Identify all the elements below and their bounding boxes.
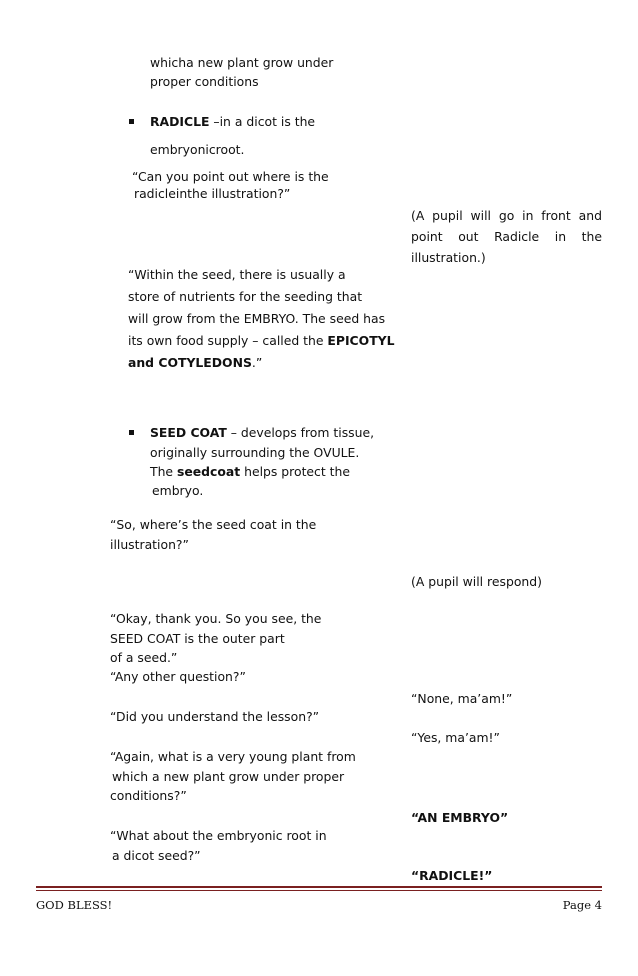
bullet-seed-coat [129, 430, 134, 435]
seed-coat-definition-line-1 [150, 425, 374, 441]
word: pupil [432, 208, 463, 223]
answer-none: “None, ma’am!” [411, 691, 513, 706]
word: front [541, 208, 571, 223]
understand-question: “Did you understand the lesson?” [110, 709, 320, 724]
nutrients-line-2: store of nutrients for the seeding that [128, 289, 363, 304]
pupil-front-line-1 [411, 205, 602, 226]
word: and [578, 208, 602, 223]
seed-coat-definition-line-4: embryo. [152, 483, 204, 498]
answer-embryo: “AN EMBRYO” [411, 810, 509, 825]
seedcoat-term: seedcoat [176, 464, 241, 479]
root-question-line-2: a dicot seed?” [112, 848, 201, 863]
seed-coat-definition-line-2: originally surrounding the OVULE. [150, 445, 360, 460]
any-other-question: “Any other question?” [110, 669, 246, 684]
footer-rule-thick [36, 886, 602, 888]
radicle-definition-line-2: embryonicroot. [150, 142, 245, 157]
nutrients-line-5 [128, 355, 262, 371]
word: (A [411, 208, 425, 223]
word: will [470, 208, 491, 223]
seed-coat-term: SEED COAT [150, 425, 227, 440]
okay-line-1: “Okay, thank you. So you see, the [110, 611, 322, 626]
nutrients-line-4 [128, 333, 395, 349]
nutrients-line-1: “Within the seed, there is usually a [128, 267, 346, 282]
cotyledons-term: and COTYLEDONS [128, 355, 252, 370]
pupil-respond: (A pupil will respond) [411, 574, 542, 589]
again-line-1: “Again, what is a very young plant from [110, 749, 356, 764]
radicle-definition-line-1 [150, 114, 315, 130]
radicle-term: RADICLE [150, 114, 210, 129]
footer-left-text: GOD BLESS! [36, 898, 113, 912]
answer-radicle: “RADICLE!” [411, 868, 493, 883]
pupil-front-line-3: illustration.) [411, 250, 486, 265]
again-line-3: conditions?” [110, 788, 187, 803]
word: in [522, 208, 534, 223]
nutrients-line-3: will grow from the EMBRYO. The seed has [128, 311, 386, 326]
word: in [554, 229, 567, 244]
word: go [498, 208, 515, 223]
seed-coat-question-line-1: “So, where’s the seed coat in the [110, 517, 317, 532]
word: point [411, 229, 443, 244]
okay-line-3: of a seed.” [110, 650, 178, 665]
radicle-question-line-2: radicleinthe illustration?” [134, 186, 291, 201]
seed-coat-text-c: helps protect the [240, 464, 350, 479]
bullet-radicle [129, 119, 134, 124]
word: Radicle [494, 229, 540, 244]
pupil-front-line-2 [411, 226, 602, 247]
nutrients-closing-quote: .” [251, 355, 263, 370]
radicle-definition-text: –in a dicot is the [209, 114, 316, 129]
okay-line-2: SEED COAT is the outer part [110, 631, 285, 646]
seed-coat-definition-line-3 [150, 464, 350, 480]
seed-coat-text-a: The [150, 464, 177, 479]
embryo-definition-line-1: whicha new plant grow under [150, 55, 334, 70]
root-question-line-1: “What about the embryonic root in [110, 828, 327, 843]
word: out [458, 229, 479, 244]
word: the [581, 229, 602, 244]
seed-coat-question-line-2: illustration?” [110, 537, 189, 552]
embryo-definition-line-2: proper conditions [150, 74, 259, 89]
again-line-2: which a new plant grow under proper [112, 769, 345, 784]
answer-yes: “Yes, ma’am!” [411, 730, 500, 745]
radicle-question-line-1: “Can you point out where is the [132, 169, 329, 184]
page-number: Page 4 [562, 898, 602, 912]
footer-rule-thin [36, 890, 602, 891]
seed-coat-definition-text: – develops from tissue, [226, 425, 375, 440]
nutrients-text: its own food supply – called the [128, 333, 328, 348]
epicotyl-term: EPICOTYL [327, 333, 395, 348]
